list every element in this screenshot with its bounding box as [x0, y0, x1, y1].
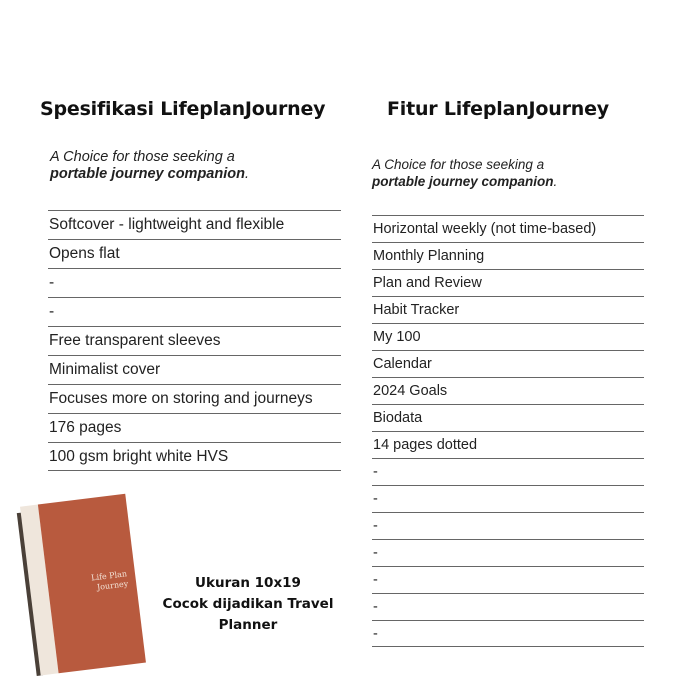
caption-line-1: Ukuran 10x19 [195, 575, 301, 591]
specifications-title: Spesifikasi LifeplanJourney [40, 98, 326, 120]
list-item: Horizontal weekly (not time-based) [372, 215, 644, 242]
planner-book-image [20, 495, 140, 676]
list-item: Monthly Planning [372, 242, 644, 269]
list-item: - [372, 593, 644, 620]
list-item: - [372, 485, 644, 512]
cover-title-line-1: Life Plan [90, 569, 128, 583]
features-title: Fitur LifeplanJourney [387, 98, 609, 120]
list-item: Opens flat [48, 239, 341, 268]
list-item: Biodata [372, 404, 644, 431]
list-item: Habit Tracker [372, 296, 644, 323]
list-item: - [372, 512, 644, 539]
list-item: - [372, 458, 644, 485]
list-item: Focuses more on storing and journeys [48, 384, 341, 413]
tagline-line-2: portable journey companion [50, 166, 245, 182]
list-item: 14 pages dotted [372, 431, 644, 458]
caption-line-3: Planner [218, 617, 278, 633]
list-item: - [48, 297, 341, 326]
specifications-tagline [50, 149, 249, 183]
features-list [372, 215, 644, 647]
list-item: - [372, 620, 644, 647]
list-item: 176 pages [48, 413, 341, 442]
list-item: 100 gsm bright white HVS [48, 442, 341, 471]
list-item: 2024 Goals [372, 377, 644, 404]
list-item: My 100 [372, 323, 644, 350]
tagline-period: . [244, 166, 249, 182]
caption-line-2: Cocok dijadikan Travel [162, 596, 334, 612]
tagline-line-1: A Choice for those seeking a [50, 149, 235, 165]
list-item: - [372, 566, 644, 593]
specifications-list [48, 210, 341, 471]
list-item: - [372, 539, 644, 566]
list-item: Softcover - lightweight and flexible [48, 210, 341, 239]
list-item: - [48, 268, 341, 297]
list-item: Minimalist cover [48, 355, 341, 384]
book-cover-title [91, 569, 129, 593]
tagline-period: . [553, 173, 558, 189]
list-item: Plan and Review [372, 269, 644, 296]
cover-title-line-2: Journey [96, 579, 129, 592]
list-item: Calendar [372, 350, 644, 377]
features-tagline [372, 157, 557, 190]
list-item: Free transparent sleeves [48, 326, 341, 355]
size-caption [148, 573, 348, 636]
tagline-line-1: A Choice for those seeking a [372, 157, 545, 172]
tagline-line-2: portable journey companion [372, 173, 554, 189]
